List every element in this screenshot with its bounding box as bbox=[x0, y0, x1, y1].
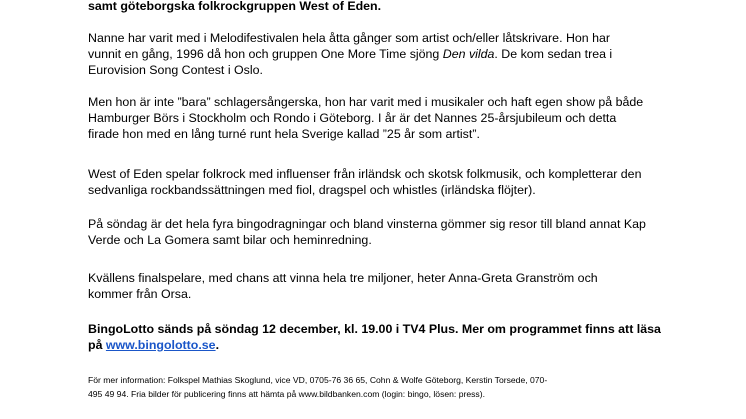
broadcast-paragraph bbox=[88, 321, 688, 353]
melodifestivalen-paragraph bbox=[88, 30, 688, 78]
broadcast-prefix: på bbox=[88, 338, 106, 352]
finalist-paragraph bbox=[88, 270, 688, 302]
para1-line-2-start: vunnit en gång, 1996 då hon och gruppen One More Time sjöng bbox=[88, 47, 443, 61]
para1-line-1: Nanne har varit med i Melodifestivalen hela åtta gånger som artist och/eller låtskrivare. Hon har bbox=[88, 31, 611, 45]
career-paragraph bbox=[88, 94, 688, 142]
intro-paragraph bbox=[88, 0, 688, 14]
bingo-draws-paragraph bbox=[88, 216, 688, 248]
para5-line-2: kommer från Orsa. bbox=[88, 287, 192, 301]
para2-line-1: Men hon är inte ”bara” schlagersångerska, hon har varit med i musikaler och haft egen show på både bbox=[88, 95, 644, 109]
para5-line-1: Kvällens finalspelare, med chans att vinna hela tre miljoner, heter Anna-Greta Granström och bbox=[88, 271, 598, 285]
intro-line-1: samt göteborgska folkrockgruppen West of Eden. bbox=[88, 0, 382, 13]
contact-line-1: För mer information: Folkspel Mathias Skoglund, vice VD, 0705-76 36 65, Cohn & Wolfe Göteborg, Kerstin Torsede, 070- bbox=[88, 375, 548, 385]
west-of-eden-paragraph bbox=[88, 166, 688, 198]
para3-line-1: West of Eden spelar folkrock med influenser från irländsk och skotsk folkmusik, och kompletterar den bbox=[88, 167, 642, 181]
para3-line-2: sedvanliga rockbandssättningen med fiol, dragspel och whistles (irländska flöjter). bbox=[88, 183, 536, 197]
para2-line-3: firade hon med en lång turné runt hela Sverige kallad ”25 år som artist”. bbox=[88, 127, 480, 141]
para2-line-2: Hamburger Börs i Stockholm och Rondo i Göteborg. I år är det Nannes 25-årsjubileum och detta bbox=[88, 111, 617, 125]
para4-line-1: På söndag är det hela fyra bingodragningar och bland vinsterna gömmer sig resor till bland annat Kap bbox=[88, 217, 646, 231]
para1-line-2-end: . De kom sedan trea i bbox=[494, 47, 613, 61]
contact-info bbox=[88, 373, 708, 401]
broadcast-line-2 bbox=[88, 337, 688, 353]
broadcast-line-1: BingoLotto sänds på söndag 12 december, kl. 19.00 i TV4 Plus. Mer om programmet finns att läsa bbox=[88, 322, 661, 336]
bingolotto-link[interactable]: www.bingolotto.se bbox=[105, 338, 216, 352]
para1-line-2 bbox=[88, 46, 688, 62]
song-title: Den vilda bbox=[442, 47, 495, 61]
contact-line-2: 495 49 94. Fria bilder för publicering finns att hämta på www.bildbanken.com (login: bingo, lösen: press). bbox=[88, 389, 485, 399]
broadcast-suffix: . bbox=[215, 338, 220, 352]
para4-line-2: Verde och La Gomera samt bilar och heminredning. bbox=[88, 233, 372, 247]
para1-line-3: Eurovision Song Contest i Oslo. bbox=[88, 63, 263, 77]
